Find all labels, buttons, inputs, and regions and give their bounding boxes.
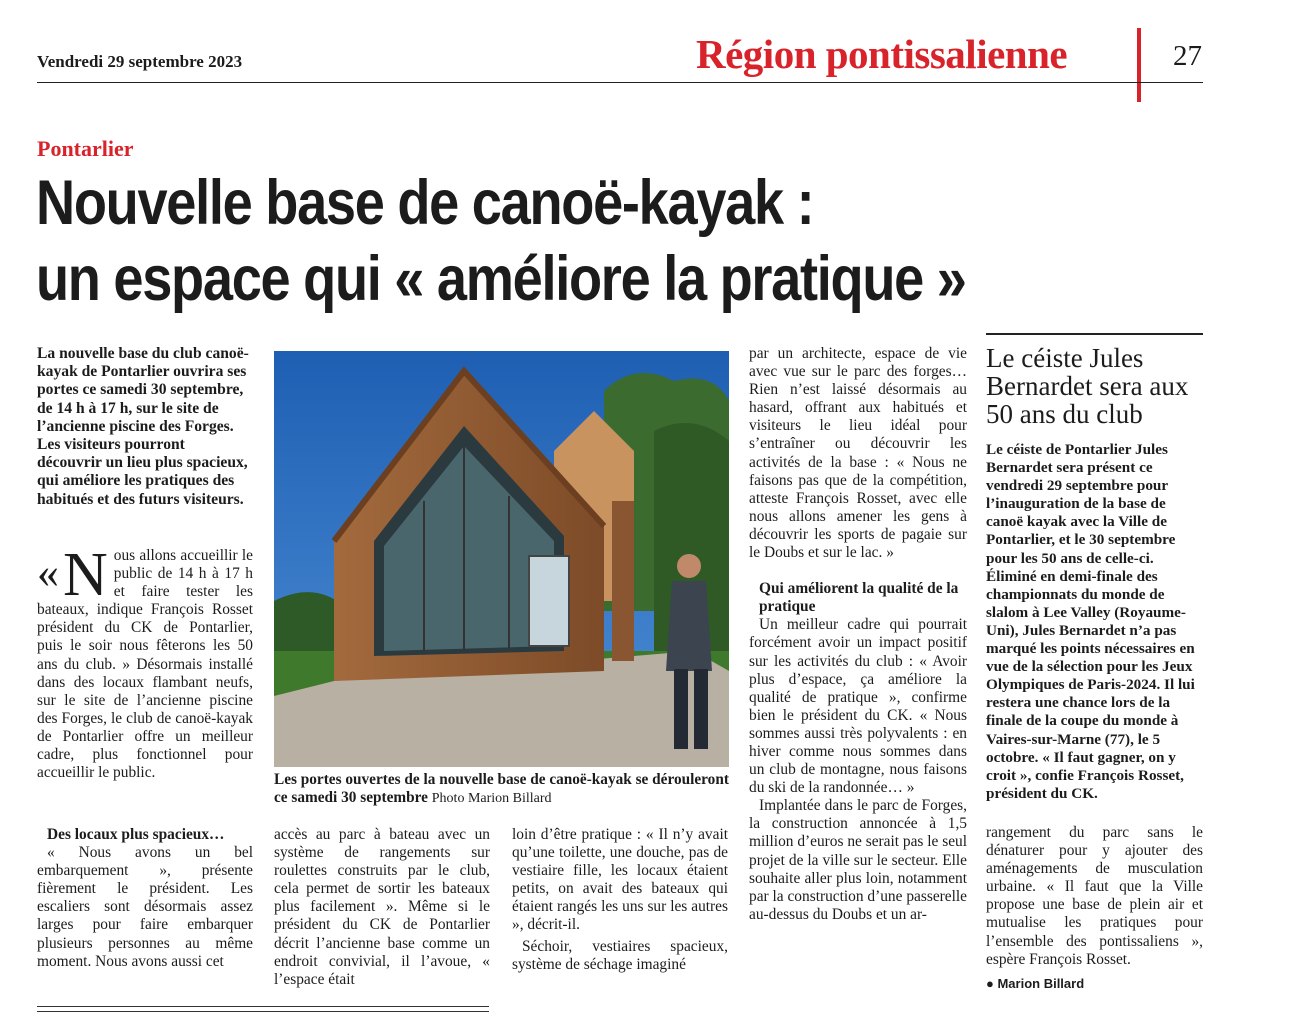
caption-text: Les portes ouvertes de la nouvelle base de canoë-kayak se dérouleront ce samedi 30 septembre bbox=[274, 771, 729, 807]
page-number: 27 bbox=[1173, 40, 1202, 72]
article-column-3-lower bbox=[512, 826, 728, 974]
header-rule bbox=[37, 82, 1203, 83]
column-1-lower-text: « Nous avons un bel embarquement », présente fièrement le président. Les escaliers sont désormais assez larges pour faire embarquer plusieurs personnes au même moment. Nous avons aussi cet bbox=[37, 844, 253, 970]
article-headline bbox=[36, 165, 1068, 317]
sidebar-title: Le céiste Jules Bernardet sera aux 50 ans du club bbox=[986, 343, 1189, 429]
kayak-base-photo-illustration bbox=[274, 351, 729, 767]
article-column-2-lower: accès au parc à bateau avec un système de rangements sur roulettes construits par le club, cela permet de sortir les bateaux plus facilement ». Même si le président du CK de Pontarlier décrit l’ancienne base comme un endroit convivial, il l’avoue, « l’espace était bbox=[274, 826, 490, 988]
bottom-rule-2 bbox=[37, 1011, 489, 1012]
column-3-para-2: Séchoir, vestiaires spacieux, système de séchage imaginé bbox=[512, 937, 728, 973]
bottom-rule-1 bbox=[37, 1006, 489, 1007]
headline-line-2: un espace qui « améliore la pratique » bbox=[36, 244, 966, 314]
column-3-para-1: loin d’être pratique : « Il n’y avait qu’une toilette, une douche, pas de vestiaire fille, les locaux étaient petits, on avait des bateaux qui étaient rangés les uns sur les autres », décrit-il. bbox=[512, 826, 728, 934]
column-4-para-2: Un meilleur cadre qui pourrait forcément avoir un impact positif sur les activités du club : « Avoir plus d’espace, ça améliore la qualité de pratique », confirme bien le président du CK. « Nous sommes aussi très polyvalents : en hiver comme nous sommes dans un club de montagne, nous faisons du ski de la randonnée… » bbox=[749, 616, 967, 797]
article-kicker: Pontarlier bbox=[37, 136, 134, 161]
subheading-locaux: Des locaux plus spacieux… bbox=[47, 826, 225, 843]
dropcap-letter: N bbox=[63, 541, 108, 609]
article-lede: La nouvelle base du club canoë-kayak de Pontarlier ouvrira ses portes ce samedi 30 septembre, de 14 h à 17 h, sur le site de l’ancienne piscine des Forges. Les visiteurs pourront découvrir un lieu plus spacieux, qui améliore les pratiques des habitués et des futurs visiteurs. bbox=[37, 345, 249, 508]
photo-credit: Photo Marion Billard bbox=[431, 791, 552, 807]
article-column-5: rangement du parc sans le dénaturer pour y ajouter des aménagements de musculation urbaine. « Il faut que la Ville propose une base de plein air et mutualise les pratiques pour l’ensemble des pontissaliens », espère François Rosset. bbox=[986, 824, 1203, 968]
edition-date: Vendredi 29 septembre 2023 bbox=[37, 52, 243, 71]
opening-quote: « bbox=[37, 548, 59, 597]
sidebar-body: Le céiste de Pontarlier Jules Bernardet sera présent ce vendredi 29 septembre pour l’inauguration de la base de canoë kayak avec la Ville de Pontarlier, et le 30 septembre pour les 50 ans de celle-ci. Éliminé en demi-finale des championnats du monde de slalom à Lee Valley (Royaume-Uni), Jules Bernardet n’a pas marqué les points nécessaires en vue de la sélection pour les Jeux Olympiques de Paris-2024. Il lui restera une chance lors de la finale de la coupe du monde à Vaires-sur-Marne (77), le 5 octobre. « Il faut gagner, on y croit », confie François Rosset, président du CK. bbox=[986, 441, 1195, 802]
headline-line-1: Nouvelle base de canoë-kayak : bbox=[36, 168, 814, 238]
article-column-1 bbox=[37, 541, 253, 782]
author-signature: ● Marion Billard bbox=[986, 976, 1085, 991]
column-4-para-1: par un architecte, espace de vie avec vue sur le parc des forges… Rien n’est laissé désormais au hasard, offrant aux habitués et visiteurs le lieu idéal pour s’entraîner ou découvrir les activités de la base : « Nous ne faisons pas que de la compétition, atteste François Rosset, avec elle nous allons amener les gens à découvrir les sports de pagaie sur le Doubs et sur le lac. » bbox=[749, 345, 967, 562]
section-divider-bar bbox=[1137, 28, 1141, 102]
article-column-4 bbox=[749, 345, 967, 924]
article-photo bbox=[274, 351, 729, 767]
article-column-1-lower bbox=[37, 826, 253, 971]
sidebar-rule bbox=[986, 333, 1203, 335]
dropcap bbox=[37, 541, 108, 609]
photo-caption bbox=[274, 771, 734, 808]
column-4-para-3: Implantée dans le parc de Forges, la construction annoncée à 1,5 million d’euros ne serait pas le seul projet de la ville sur le secteur. Elle souhaite aller plus loin, notamment par la construction d’une passerelle au-dessus du Doubs et un ar- bbox=[749, 797, 967, 923]
section-title: Région pontissalienne bbox=[696, 31, 1068, 77]
column-1-text: ous allons accueillir le public de 14 h à 17 h et faire tester les bateaux, indique François Rosset président du CK de Pontarlier, puis le soir nous fêterons les 50 ans du club. » Désormais installé dans des locaux flambant neufs, sur le site de l’ancienne piscine des Forges, le club de canoë-kayak de Pontarlier offre un meilleur cadre, plus fonctionnel pour accueillir le public. bbox=[37, 547, 253, 782]
subheading-qualite: Qui améliorent la qualité de la pratique bbox=[759, 580, 959, 616]
